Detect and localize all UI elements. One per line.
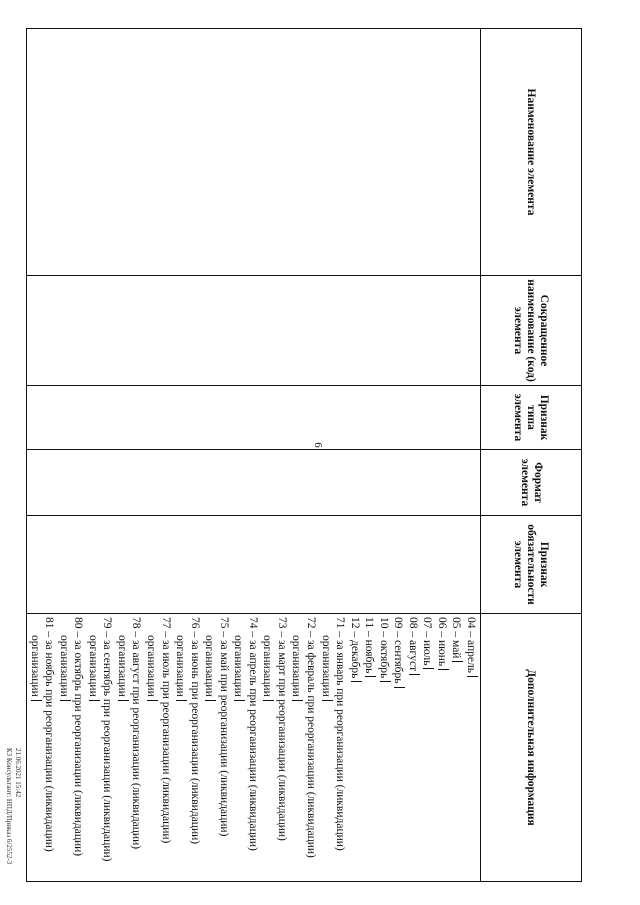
cell-required-flag — [27, 516, 481, 614]
info-line-text: 74 – за апрель при реорганизации (ликвидации) — [246, 617, 259, 851]
info-line-text: 79 – за сентябрь при реорганизации (ликвидации) — [101, 617, 114, 862]
element-spec-table — [26, 28, 582, 882]
separator-mark — [423, 668, 434, 670]
info-line-text: 77 – за июль при реорганизации (ликвидации) — [159, 617, 172, 844]
info-line — [173, 617, 188, 878]
separator-mark — [394, 687, 405, 689]
info-line-text: 72 – за февраль при реорганизации (ликвидации) — [304, 617, 317, 858]
separator-mark — [118, 700, 129, 702]
header-additional-info: Дополнительная информация — [481, 614, 582, 882]
info-line — [347, 617, 362, 878]
info-line — [260, 617, 275, 878]
info-line — [216, 617, 231, 878]
separator-mark — [31, 700, 42, 702]
cell-additional-info — [27, 614, 481, 882]
info-line — [187, 617, 202, 878]
header-short-name: Сокращенное наименование (код) элемента — [481, 276, 582, 386]
info-line-text: организации — [57, 635, 70, 697]
cell-format — [27, 450, 481, 516]
cell-element-name — [27, 29, 481, 276]
info-line-text: организации — [28, 635, 41, 697]
info-line-text: 71 – за январь при реорганизации (ликвидации) — [334, 617, 347, 851]
info-line-text: 76 – за июнь при реорганизации (ликвидации) — [188, 617, 201, 845]
info-line-text: 81 – за ноябрь при реорганизации (ликвидации) — [43, 617, 56, 852]
separator-mark — [263, 700, 274, 702]
separator-mark — [365, 676, 376, 678]
info-line — [434, 617, 449, 878]
info-line-text: 06 – июнь — [435, 617, 448, 667]
info-line-text: 07 – июль — [421, 617, 434, 666]
page-number: 6 — [312, 442, 324, 448]
info-line — [158, 617, 173, 878]
info-line — [42, 617, 57, 878]
info-line-text: организации — [232, 635, 245, 697]
info-list — [27, 617, 478, 878]
info-line — [420, 617, 435, 878]
header-required-flag: Признак обязательности элемента — [481, 516, 582, 614]
info-line-text: организации — [174, 635, 187, 697]
info-line — [376, 617, 391, 878]
separator-mark — [89, 700, 100, 702]
info-line — [202, 617, 217, 878]
rotated-table-wrapper — [28, 28, 582, 881]
header-element-name: Наименование элемента — [481, 29, 582, 276]
info-line-text: организации — [203, 635, 216, 697]
info-line-text: 08 – август — [406, 617, 419, 672]
info-line — [100, 617, 115, 878]
info-line — [289, 617, 304, 878]
info-line-text: 12 – декабрь — [348, 617, 361, 679]
separator-mark — [380, 681, 391, 683]
info-line — [303, 617, 318, 878]
separator-mark — [176, 700, 187, 702]
info-line — [463, 617, 478, 878]
info-line-text: организации — [144, 635, 157, 697]
info-line — [71, 617, 86, 878]
header-type-flag: Признак типа элемента — [481, 386, 582, 450]
stamp-source: К3 Консультант: НПД/Приказ 6/2552-3 — [5, 748, 13, 865]
separator-mark — [467, 676, 478, 678]
separator-mark — [292, 700, 303, 702]
info-line-text: 09 – сентябрь — [392, 617, 405, 684]
separator-mark — [205, 700, 216, 702]
cell-type-flag — [27, 386, 481, 450]
info-line-text: организации — [86, 635, 99, 697]
info-line-text: организации — [115, 635, 128, 697]
info-line-text: организации — [261, 635, 274, 697]
info-line-text: 75 – за май при реорганизации (ликвидации) — [217, 617, 230, 837]
separator-mark — [234, 700, 245, 702]
print-stamp — [4, 748, 22, 864]
info-line — [85, 617, 100, 878]
info-line — [231, 617, 246, 878]
info-line — [27, 617, 42, 878]
info-line-text: 05 – май — [450, 617, 463, 659]
separator-mark — [147, 700, 158, 702]
separator-mark — [322, 700, 333, 702]
info-line — [449, 617, 464, 878]
separator-mark — [351, 681, 362, 683]
info-line-text: 78 – за август при реорганизации (ликвидации) — [130, 617, 143, 850]
table-row — [27, 29, 481, 882]
info-line — [274, 617, 289, 878]
info-line-text: 11 – ноябрь — [363, 617, 376, 674]
info-line — [143, 617, 158, 878]
info-line-text: организации — [290, 635, 303, 697]
info-line — [318, 617, 333, 878]
info-line-text: 10 – октябрь — [377, 617, 390, 679]
separator-mark — [409, 674, 420, 676]
info-line — [245, 617, 260, 878]
info-line-text: 04 – апрель — [465, 617, 477, 673]
info-line-text: 73 – за март при реорганизации (ликвидации) — [275, 617, 288, 841]
separator-mark — [438, 669, 449, 671]
info-line — [114, 617, 129, 878]
info-line — [129, 617, 144, 878]
stamp-date: 21.06.2021 15:42 — [14, 748, 22, 798]
info-line-text: организации — [319, 635, 332, 697]
separator-mark — [60, 700, 71, 702]
info-line-text: 80 – за октябрь при реорганизации (ликвидации) — [72, 617, 85, 857]
info-line — [405, 617, 420, 878]
table-header-row — [481, 29, 582, 882]
separator-mark — [452, 661, 463, 663]
info-line — [333, 617, 348, 878]
info-line — [362, 617, 377, 878]
info-line — [391, 617, 406, 878]
info-line — [56, 617, 71, 878]
cell-short-name — [27, 276, 481, 386]
header-format: Формат элемента — [481, 450, 582, 516]
